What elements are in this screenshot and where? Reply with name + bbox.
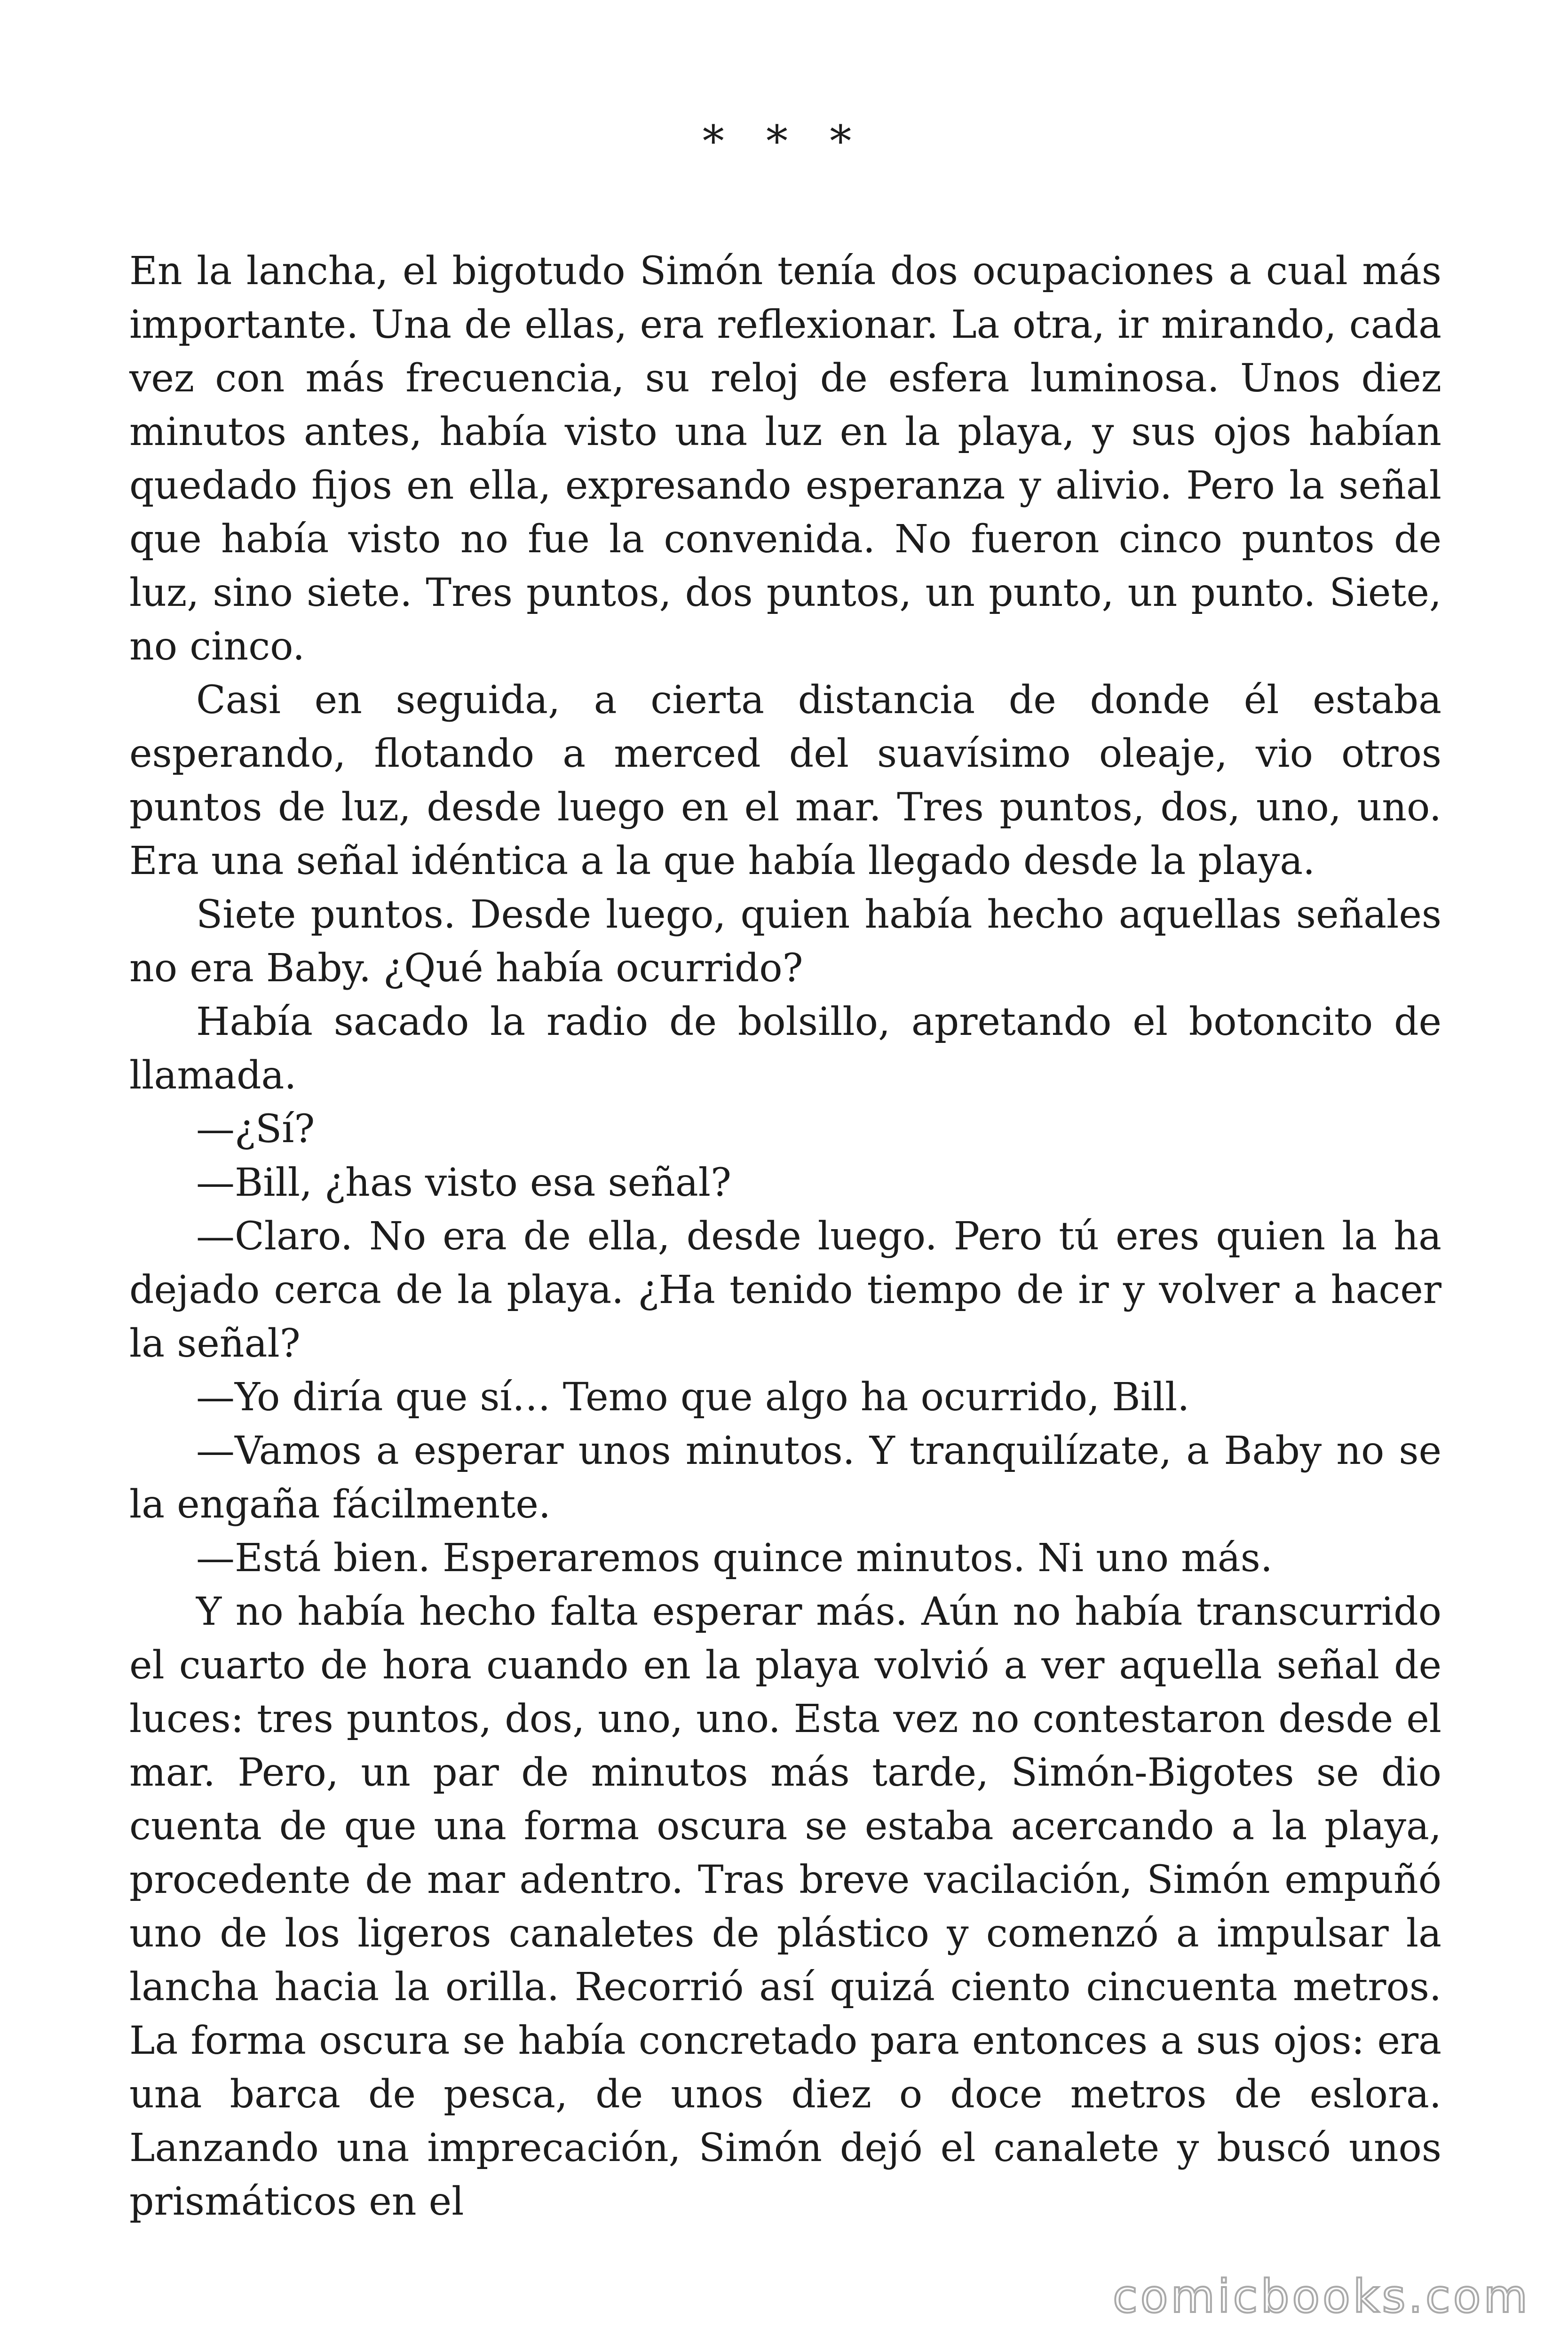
paragraph-1: En la lancha, el bigotudo Simón tenía dos ocupaciones a cual más importante. Una de ellas, era reflexionar. La otra, ir mirando, cada vez con más frecuencia, su reloj de esfera luminosa. Unos diez minutos antes, había visto una luz en la playa, y sus ojos habían quedado fijos en ella, expresando esperanza y alivio. Pero la señal que había visto no fue la convenida. No fueron cinco puntos de luz, sino siete. Tres puntos, dos puntos, un punto, un punto. Siete, no cinco. xyxy=(129,249,1441,669)
paragraph-3: Siete puntos. Desde luego, quien había hecho aquellas señales no era Baby. ¿Qué había ocurrido? xyxy=(129,892,1441,991)
paragraph-2: Casi en seguida, a cierta distancia de donde él estaba esperando, flotando a merced del suavísimo oleaje, vio otros puntos de luz, desde luego en el mar. Tres puntos, dos, uno, uno. Era una señal idéntica a la que había llegado desde la playa. xyxy=(129,678,1441,883)
dialogue-line-1: —¿Sí? xyxy=(196,1107,315,1152)
dialogue-line-5: —Vamos a esperar unos minutos. Y tranquilízate, a Baby no se la engaña fácilmente. xyxy=(129,1429,1441,1527)
watermark-logo: comicbooks.com xyxy=(1112,2270,1530,2323)
dialogue-line-3: —Claro. No era de ella, desde luego. Pero tú eres quien la ha dejado cerca de la playa. ¿Ha tenido tiempo de ir y volver a hacer la señal? xyxy=(129,1214,1441,1366)
page-text xyxy=(129,245,1441,2229)
section-separator: * * * xyxy=(702,116,866,167)
paragraph-5: Y no había hecho falta esperar más. Aún no había transcurrido el cuarto de hora cuando en la playa volvió a ver aquella señal de luces: tres puntos, dos, uno, uno. Esta vez no contestaron desde el mar. Pero, un par de minutos más tarde, Simón-Bigotes se dio cuenta de que una forma oscura se estaba acercando a la playa, procedente de mar adentro. Tras breve vacilación, Simón empuñó uno de los ligeros canaletes de plástico y comenzó a impulsar la lancha hacia la orilla. Recorrió así quizá ciento cincuenta metros. La forma oscura se había concretado para entonces a sus ojos: era una barca de pesca, de unos diez o doce metros de eslora. Lanzando una imprecación, Simón dejó el canalete y buscó unos prismáticos en el xyxy=(129,1589,1441,2224)
paragraph-4: Había sacado la radio de bolsillo, apretando el botoncito de llamada. xyxy=(129,1000,1441,1098)
dialogue-line-6: —Está bien. Esperaremos quince minutos. Ni uno más. xyxy=(196,1536,1273,1581)
dialogue-line-2: —Bill, ¿has visto esa señal? xyxy=(196,1160,731,1205)
dialogue-line-4: —Yo diría que sí… Temo que algo ha ocurrido, Bill. xyxy=(196,1375,1190,1420)
